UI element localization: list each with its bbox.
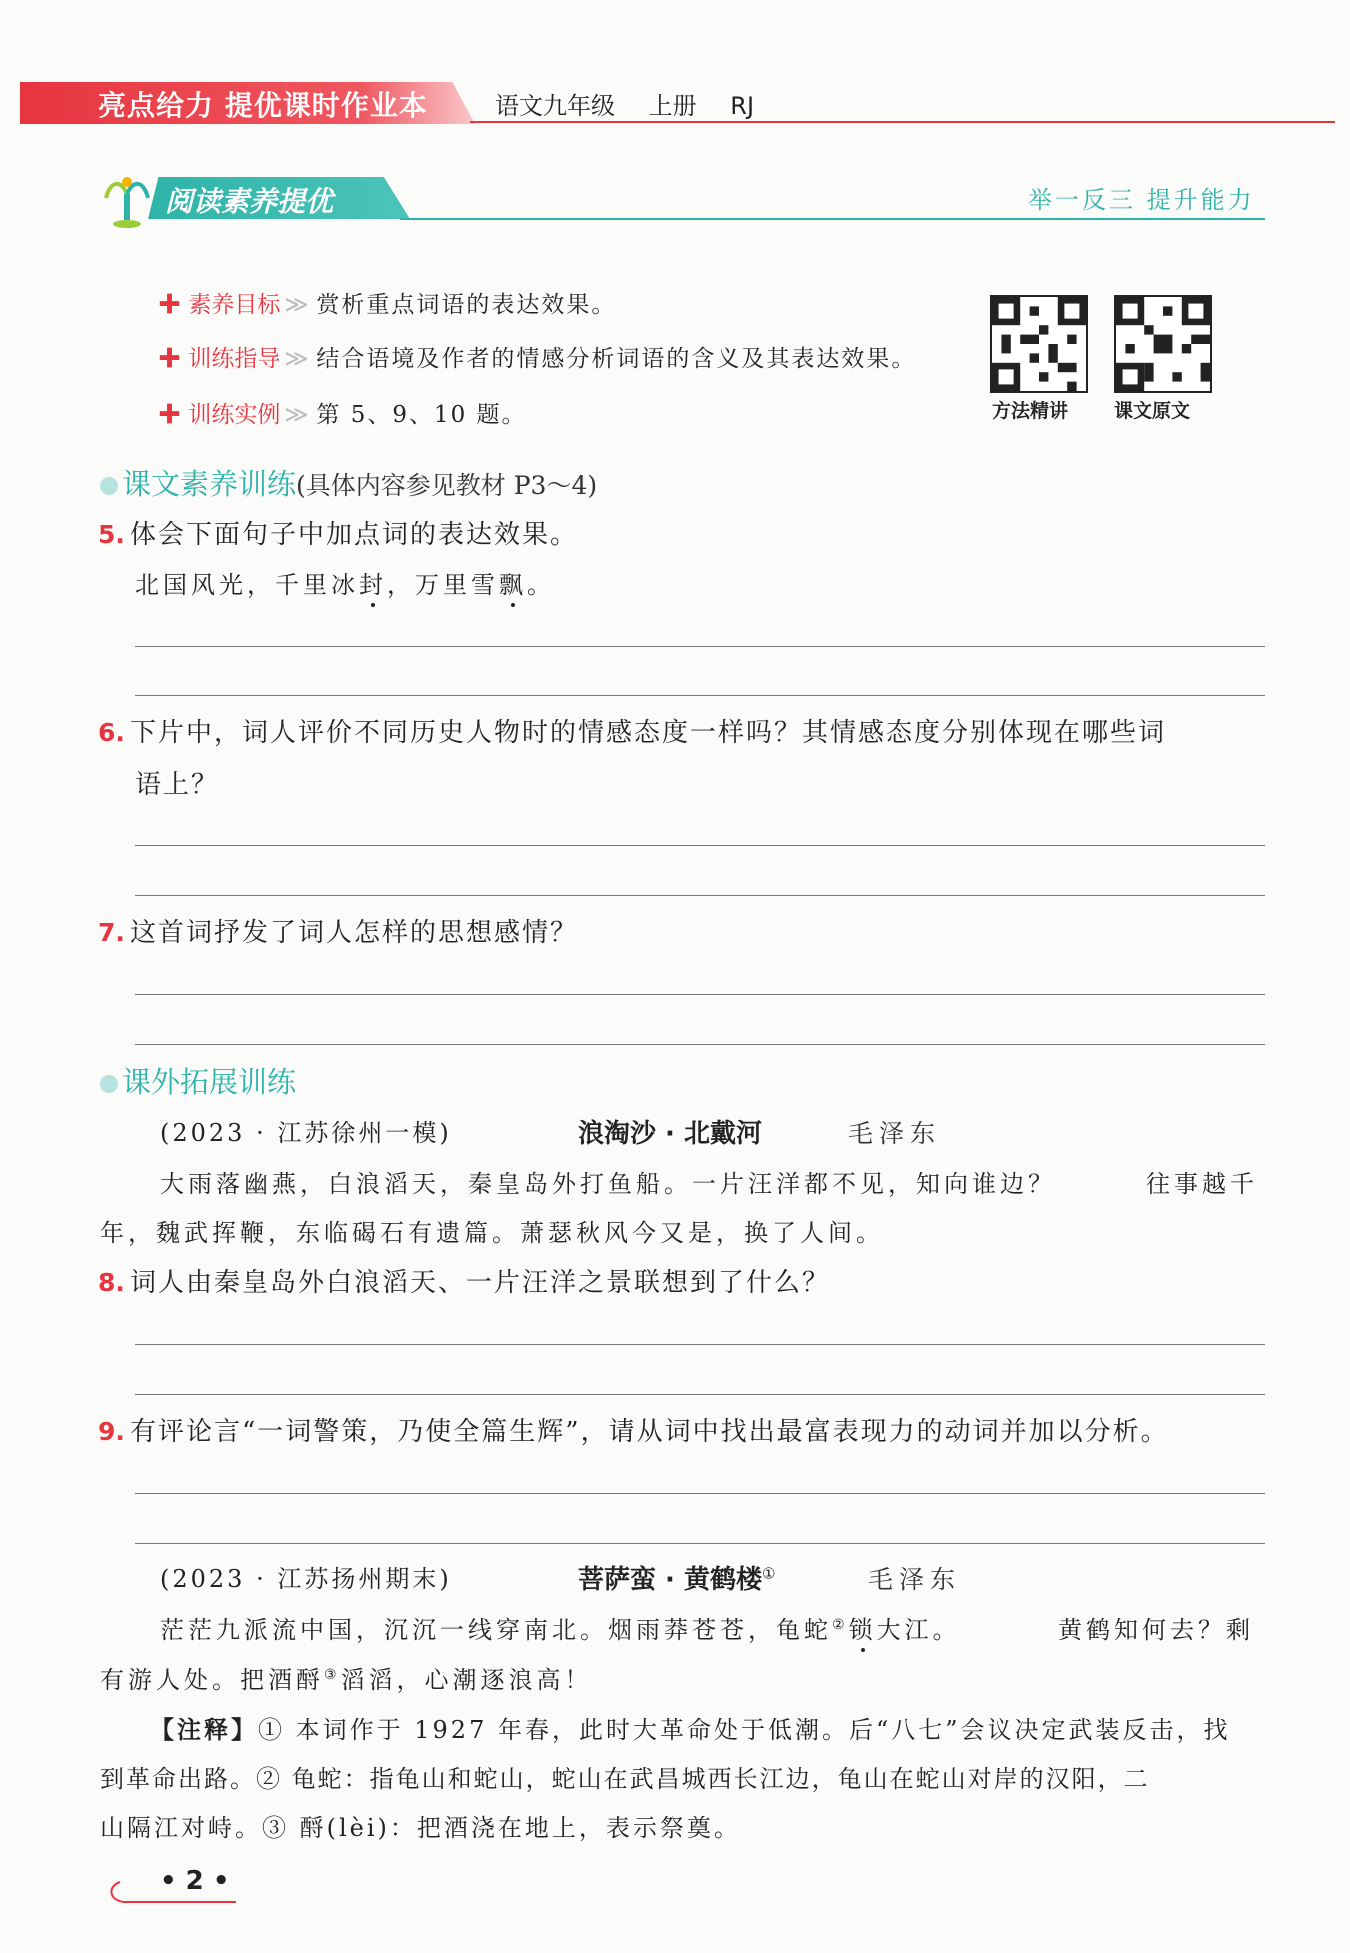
quote-text: 北国风光，千里冰	[135, 571, 359, 599]
poem2-author: 毛泽东	[868, 1565, 962, 1594]
poem2-line	[160, 1610, 961, 1645]
poem-text: 大江。	[876, 1616, 961, 1644]
question-text-cont: 语上？	[135, 770, 220, 800]
question-6	[98, 712, 1166, 749]
bullet-dot-icon	[100, 1075, 118, 1093]
section-slogan: 举一反三 提升能力	[1028, 186, 1255, 214]
chevron-right-icon: ≫	[284, 402, 309, 428]
answer-line[interactable]	[135, 1493, 1265, 1494]
emphasized-word: 飘	[499, 571, 527, 599]
answer-line[interactable]	[135, 994, 1265, 995]
part1-heading	[100, 462, 597, 503]
brand-title: 亮点给力 提优课时作业本	[98, 89, 428, 122]
poem1-title: 浪淘沙 · 北戴河	[578, 1119, 762, 1149]
poem2-line	[100, 1660, 593, 1695]
question-number: 7.	[98, 918, 125, 947]
chevron-right-icon: ≫	[284, 346, 309, 372]
header-divider	[470, 121, 1335, 123]
qr-code-icon[interactable]	[990, 295, 1088, 393]
poem2-title-text: 菩萨蛮 · 黄鹤楼	[578, 1565, 762, 1595]
question-text: 体会下面句子中加点词的表达效果。	[130, 520, 579, 550]
bullet-dot-icon	[100, 477, 118, 495]
footnote-marker: ①	[761, 1564, 776, 1583]
answer-line[interactable]	[135, 646, 1265, 647]
question-text: 有评论言“一词警策，乃使全篇生辉”，请从词中找出最富表现力的动词并加以分析。	[130, 1417, 1169, 1447]
answer-line[interactable]	[135, 895, 1265, 896]
quote-text: ，万里雪	[387, 571, 499, 599]
question-text: 词人由秦皇岛外白浪滔天、一片汪洋之景联想到了什么？	[130, 1268, 831, 1298]
part1-title: 课文素养训练	[122, 467, 297, 501]
poem1-author: 毛泽东	[848, 1119, 942, 1148]
subject-label: 语文九年级	[495, 92, 615, 120]
poem2-title	[578, 1559, 775, 1596]
question-number: 6.	[98, 718, 125, 747]
goal-text: 第 5、9、10 题。	[316, 402, 527, 428]
emphasized-word: 封	[359, 571, 387, 599]
answer-line[interactable]	[135, 1394, 1265, 1395]
notes-label: 【注释】	[150, 1716, 258, 1744]
header-info	[495, 86, 780, 121]
poem1-source: (2023 · 江苏徐州一模)	[160, 1119, 452, 1147]
section-divider	[400, 218, 1265, 220]
emphasized-word: 锁	[848, 1616, 877, 1644]
page-number: • 2 •	[160, 1866, 230, 1896]
plus-icon: ✚	[158, 346, 181, 372]
part2-title: 课外拓展训练	[122, 1065, 297, 1099]
poem1-line: 大雨落幽燕，白浪滔天，秦皇岛外打鱼船。一片汪洋都不见，知向谁边？	[160, 1170, 1056, 1198]
answer-line[interactable]	[135, 1543, 1265, 1544]
goal-item	[158, 340, 916, 373]
qr-caption: 课文原文	[1114, 400, 1191, 422]
plus-icon: ✚	[158, 402, 181, 428]
poem-text: 有游人处。把酒酹	[100, 1666, 324, 1694]
question-number: 5.	[98, 520, 125, 549]
part2-heading	[100, 1060, 296, 1101]
edition-label: RJ	[730, 92, 755, 120]
part1-note: (具体内容参见教材 P3～4)	[296, 471, 598, 500]
quote-line	[135, 565, 555, 600]
goal-label: 素养目标	[188, 292, 281, 318]
poem1-line: 往事越千	[1146, 1170, 1258, 1198]
goal-label: 训练实例	[188, 402, 281, 428]
footnote-marker: ②	[832, 1617, 849, 1633]
goal-item	[158, 286, 616, 319]
qr-caption: 方法精讲	[992, 400, 1069, 422]
answer-line[interactable]	[135, 695, 1265, 696]
poem1-line: 年，魏武挥鞭，东临碣石有遗篇。萧瑟秋风今又是，换了人间。	[100, 1219, 884, 1247]
reading-tree-icon	[100, 172, 154, 230]
question-7	[98, 912, 578, 949]
question-number: 8.	[98, 1268, 125, 1297]
notes-line	[150, 1710, 1231, 1745]
quote-text: 。	[527, 571, 555, 599]
chevron-right-icon: ≫	[284, 292, 309, 318]
answer-line[interactable]	[135, 1344, 1265, 1345]
notes-text: ① 本词作于 1927 年春，此时大革命处于低潮。后“八七”会议决定武装反击，找	[258, 1716, 1231, 1744]
poem2-source: (2023 · 江苏扬州期末)	[160, 1565, 452, 1593]
goal-text: 结合语境及作者的情感分析词语的含义及其表达效果。	[316, 346, 917, 372]
notes-line: 到革命出路。② 龟蛇：指龟山和蛇山，蛇山在武昌城西长江边，龟山在蛇山对岸的汉阳，二	[100, 1765, 1150, 1793]
question-number: 9.	[98, 1417, 125, 1446]
qr-code-icon[interactable]	[1114, 295, 1212, 393]
question-text: 这首词抒发了词人怎样的思想感情？	[130, 918, 579, 948]
poem-text: 茫茫九派流中国，沉沉一线穿南北。烟雨莽苍苍，龟蛇	[160, 1616, 832, 1644]
question-9	[98, 1411, 1169, 1448]
answer-line[interactable]	[135, 845, 1265, 846]
section-title: 阅读素养提优	[165, 185, 334, 218]
poem2-line: 黄鹤知何去？剩	[1058, 1616, 1254, 1644]
goal-item	[158, 396, 527, 429]
question-5	[98, 514, 578, 551]
answer-line[interactable]	[135, 1044, 1265, 1045]
notes-line: 山隔江对峙。③ 酹(lèi)：把酒浇在地上，表示祭奠。	[100, 1814, 741, 1842]
question-8	[98, 1262, 830, 1299]
plus-icon: ✚	[158, 292, 181, 318]
question-text: 下片中，词人评价不同历史人物时的情感态度一样吗？其情感态度分别体现在哪些词	[130, 718, 1167, 748]
poem-text: 滔滔，心潮逐浪高！	[340, 1666, 593, 1694]
goal-text: 赏析重点词语的表达效果。	[316, 292, 617, 318]
footnote-marker: ③	[324, 1667, 341, 1683]
volume-label: 上册	[648, 92, 697, 120]
goal-label: 训练指导	[188, 346, 281, 372]
